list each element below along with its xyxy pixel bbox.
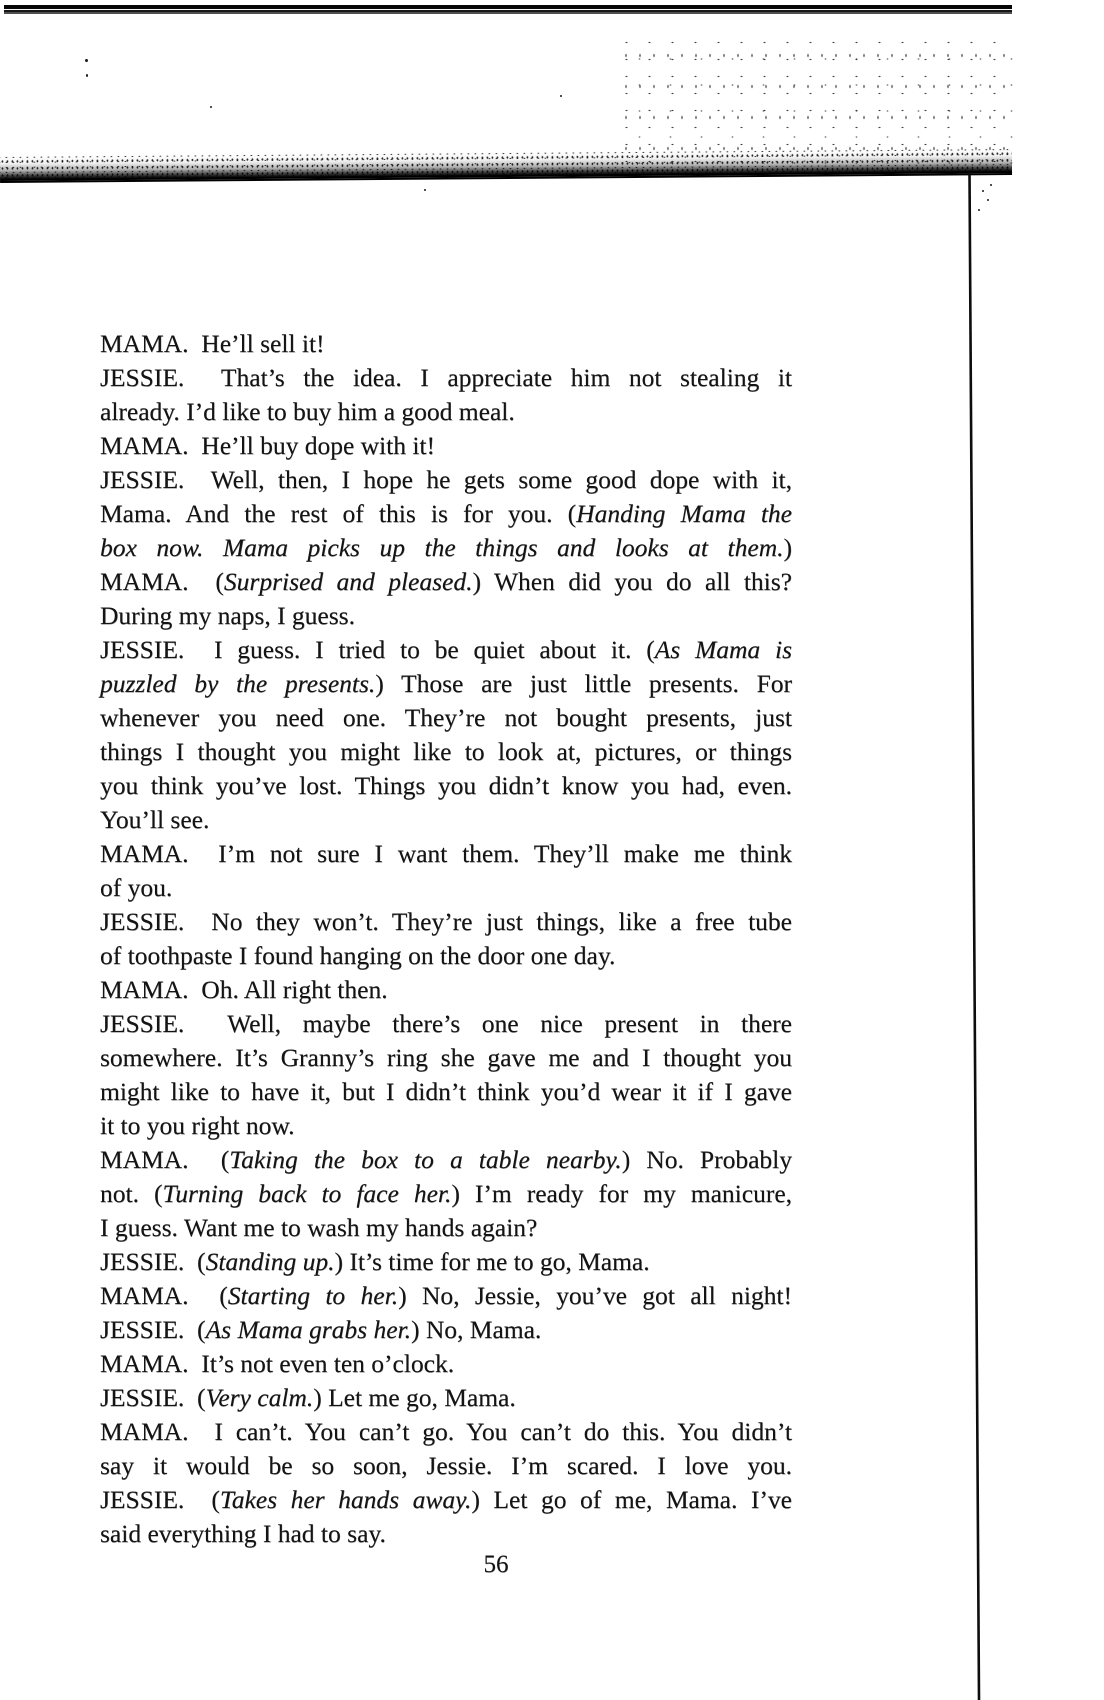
stage-direction: Starting to her.	[227, 1281, 399, 1310]
dialogue-text: I guess. Want me to wash my hands again?	[100, 1213, 538, 1242]
dialogue-text: somewhere. It’s Granny’s ring she gave me and I thought you	[100, 1043, 792, 1072]
dialogue-text: You’ll see.	[100, 805, 210, 834]
dialogue-text: MAMA. Oh. All right then.	[100, 975, 388, 1004]
play-line	[100, 1313, 792, 1347]
dialogue-text: MAMA. (	[100, 567, 224, 596]
play-line	[100, 701, 792, 735]
stage-direction: As Mama is	[654, 635, 792, 664]
dialogue-text: ) No, Mama.	[410, 1315, 542, 1344]
dialogue-text: ) No. Probably	[621, 1145, 792, 1174]
dialogue-text: already. I’d like to buy him a good meal.	[100, 397, 515, 426]
play-line	[100, 871, 792, 905]
scan-speck	[978, 209, 980, 211]
stage-direction: Standing up.	[205, 1247, 335, 1276]
scan-speck	[987, 199, 989, 201]
dialogue-text: JESSIE. No they won’t. They’re just things, like a free tube	[100, 907, 792, 936]
dialogue-text: ) When did you do all this?	[472, 567, 792, 596]
dialogue-text: JESSIE. Well, maybe there’s one nice present in there	[100, 1009, 792, 1038]
play-line	[100, 1211, 792, 1245]
dialogue-text: JESSIE. Well, then, I hope he gets some good dope with it,	[100, 465, 792, 494]
page-number: 56	[483, 1551, 509, 1578]
stage-direction: Takes her hands away.	[219, 1485, 472, 1514]
stage-direction: puzzled by the presents.	[100, 669, 376, 698]
dialogue-text: things I thought you might like to look at, pictures, or things	[100, 737, 792, 766]
dialogue-text: ) No, Jessie, you’ve got all night!	[398, 1281, 792, 1310]
play-text	[100, 327, 792, 1551]
play-line	[100, 565, 792, 599]
play-line	[100, 1109, 792, 1143]
dialogue-text: of toothpaste I found hanging on the door one day.	[100, 941, 616, 970]
stage-direction: As Mama grabs her.	[205, 1315, 411, 1344]
play-line	[100, 1483, 792, 1517]
play-line	[100, 1415, 792, 1449]
play-line	[100, 803, 792, 837]
dialogue-text: ) Those are just little presents. For	[375, 669, 792, 698]
dialogue-text: MAMA. (	[100, 1145, 230, 1174]
scan-speck	[560, 95, 562, 97]
scan-speck	[424, 189, 426, 191]
play-line	[100, 1381, 792, 1415]
dialogue-text: JESSIE. I guess. I tried to be quiet about it. (	[100, 635, 655, 664]
dialogue-text: say it would be so soon, Jessie. I’m scared. I love you.	[100, 1451, 792, 1480]
play-line	[100, 1177, 792, 1211]
dialogue-text: MAMA. It’s not even ten o’clock.	[100, 1349, 455, 1378]
dialogue-text: it to you right now.	[100, 1111, 295, 1140]
play-line	[100, 837, 792, 871]
stage-direction: box now. Mama picks up the things and looks at them.	[100, 533, 784, 562]
dialogue-text: JESSIE. (	[100, 1383, 206, 1412]
scan-speck	[210, 106, 212, 108]
dialogue-text: )	[783, 533, 792, 562]
dialogue-text: MAMA. I can’t. You can’t go. You can’t do this. You didn’t	[100, 1417, 792, 1446]
dialogue-text: not. (	[100, 1179, 163, 1208]
dialogue-text: MAMA. (	[100, 1281, 228, 1310]
stage-direction: Surprised and pleased.	[223, 567, 473, 596]
play-line	[100, 599, 792, 633]
play-line	[100, 1517, 792, 1551]
dialogue-text: JESSIE. (	[100, 1247, 206, 1276]
scan-top-edge-bar	[4, 5, 1012, 14]
play-line	[100, 497, 792, 531]
dialogue-text: Mama. And the rest of this is for you. (	[100, 499, 577, 528]
play-line	[100, 531, 792, 565]
play-line	[100, 327, 792, 361]
play-line	[100, 1007, 792, 1041]
dialogue-text: During my naps, I guess.	[100, 601, 355, 630]
scan-speck	[990, 184, 992, 186]
dialogue-text: said everything I had to say.	[100, 1519, 386, 1548]
play-line	[100, 1245, 792, 1279]
scan-noise-patch	[615, 34, 1013, 164]
stage-direction: Turning back to face her.	[162, 1179, 452, 1208]
play-line	[100, 1279, 792, 1313]
dialogue-text: ) I’m ready for my manicure,	[451, 1179, 793, 1208]
dialogue-text: MAMA. He’ll buy dope with it!	[100, 431, 436, 460]
dialogue-text: might like to have it, but I didn’t think you’d wear it if I gave	[100, 1077, 792, 1106]
play-line	[100, 769, 792, 803]
play-line	[100, 1041, 792, 1075]
scan-speck	[86, 74, 88, 77]
play-line	[100, 939, 792, 973]
play-line	[100, 1347, 792, 1381]
play-line	[100, 667, 792, 701]
scan-grain-band	[0, 148, 1012, 183]
dialogue-text: you think you’ve lost. Things you didn’t know you had, even.	[100, 771, 792, 800]
dialogue-text: ) Let go of me, Mama. I’ve	[471, 1485, 792, 1514]
dialogue-text: MAMA. He’ll sell it!	[100, 329, 325, 358]
stage-direction: Very calm.	[205, 1383, 314, 1412]
play-line	[100, 429, 792, 463]
dialogue-text: JESSIE. (	[100, 1485, 220, 1514]
scan-speck	[85, 59, 88, 62]
stage-direction: Handing Mama the	[576, 499, 793, 528]
play-line	[100, 633, 792, 667]
scan-speck	[982, 190, 984, 192]
dialogue-text: ) Let me go, Mama.	[313, 1383, 516, 1412]
play-line	[100, 735, 792, 769]
dialogue-text: JESSIE. (	[100, 1315, 206, 1344]
dialogue-text: whenever you need one. They’re not bought presents, just	[100, 703, 792, 732]
play-line	[100, 1449, 792, 1483]
dialogue-text: JESSIE. That’s the idea. I appreciate him not stealing it	[100, 363, 792, 392]
dialogue-text: MAMA. I’m not sure I want them. They’ll make me think	[100, 839, 792, 868]
dialogue-text: of you.	[100, 873, 173, 902]
play-line	[100, 905, 792, 939]
play-line	[100, 361, 792, 395]
play-line	[100, 1143, 792, 1177]
play-line	[100, 1075, 792, 1109]
play-line	[100, 463, 792, 497]
dialogue-text: ) It’s time for me to go, Mama.	[334, 1247, 650, 1276]
play-line	[100, 973, 792, 1007]
play-line	[100, 395, 792, 429]
stage-direction: Taking the box to a table nearby.	[229, 1145, 622, 1174]
